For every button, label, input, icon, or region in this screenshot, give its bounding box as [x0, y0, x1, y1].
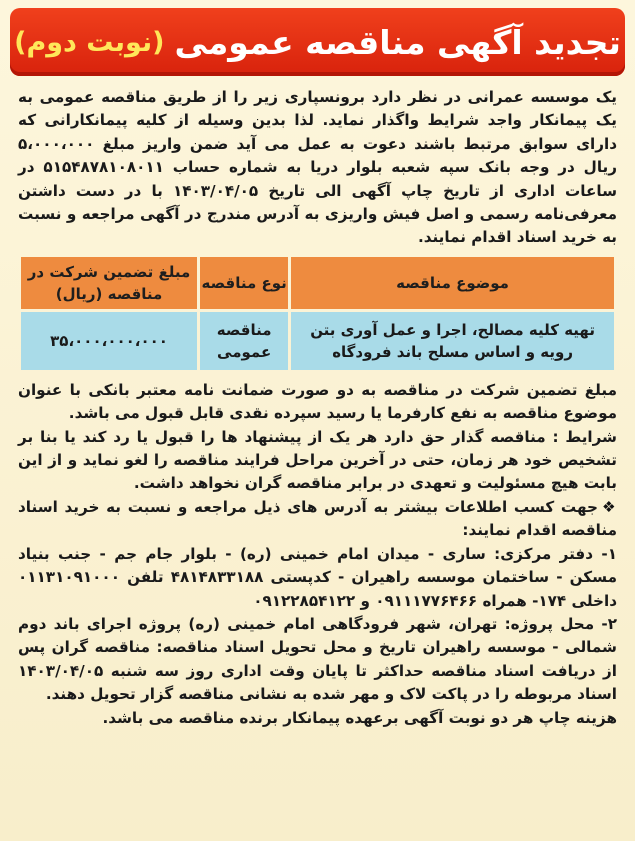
cell-subject: تهیه کلیه مصالح، اجرا و عمل آوری بتن رویه و اساس مسلح باند فرودگاه: [291, 312, 614, 370]
guarantee-paragraph: مبلغ تضمین شرکت در مناقصه به دو صورت ضمانت نامه معتبر بانکی با عنوان موضوع مناقصه به نفع کارفرما یا رسید سپرده نقدی قابل قبول می باشد.: [18, 380, 617, 423]
more-info-text: جهت کسب اطلاعات بیشتر به آدرس های ذیل مراجعه و نسبت به خرید اسناد مناقصه اقدام نمایند:: [18, 497, 617, 540]
conditions-paragraph: شرایط : مناقصه گذار حق دارد هر یک از پیشنهاد ها را قبول یا رد کند یا بنا بر تشخیص خود هر زمان، حتی در آخرین مراحل فرایند مناقصه را لغو نماید و از این بابت هیچ مسئولیت و تعهدی در برابر مناقصه گران نخواهد داشت.: [18, 427, 617, 493]
tender-table-header: [21, 257, 614, 309]
cost-note-paragraph: هزینه چاپ هر دو نوبت آگهی برعهده پیمانکار برنده مناقصه می باشد.: [102, 708, 617, 727]
notice-title: تجدید آگهی مناقصه عمومی: [174, 22, 621, 62]
notice-header: [10, 8, 625, 76]
header-subject: موضوع مناقصه: [291, 257, 614, 309]
project-location-paragraph: ۲- محل پروژه: تهران، شهر فرودگاهی امام خمینی (ره) پروژه اجرای باند دوم شمالی - موسسه راهیران تاریخ و محل تحویل اسناد مناقصه: مناقصه گران پس از دریافت اسناد مناقصه حداکثر تا پایان وقت اداری روز سه شنبه ۱۴۰۳/۰۴/۰۵ اسناد مربوطه را در پاکت لاک و مهر شده به نشانی مناقصه گزار تحویل دهند.: [18, 614, 617, 704]
more-info-paragraph: [18, 496, 617, 543]
intro-paragraph: یک موسسه عمرانی در نظر دارد برونسپاری زیر را از طریق مناقصه عمومی به یک پیمانکار واجد شرایط واگذار نماید. لذا بدین وسیله از کلیه پیمانکارانی که دارای سوابق مرتبط باشند دعوت به عمل می آید ضمن واریز مبلغ ۵،۰۰۰،۰۰۰ ریال در وجه بانک سپه شعبه بلوار دریا به شماره حساب ۵۱۵۴۸۷۸۱۰۸۰۱۱ در ساعات اداری از تاریخ چاپ آگهی الی تاریخ ۱۴۰۳/۰۴/۰۵ با در دست داشتن معرفی‌نامه رسمی و اصل فیش واریزی به آدرس مندرج در آگهی مراجعه و نسبت به خرید اسناد اقدام نمایند.: [18, 88, 618, 247]
cell-amount: ۳۵،۰۰۰،۰۰۰،۰۰۰: [21, 312, 197, 370]
tender-table: [18, 254, 617, 373]
office-address-paragraph: ۱- دفتر مرکزی: ساری - میدان امام خمینی (ره) - بلوار جام جم - جنب بنیاد مسکن - ساختمان موسسه راهیران - کدپستی ۴۸۱۴۸۳۳۱۸۸ تلفن ۰۱۱۳۱۰۹۱۰۰۰ داخلی ۱۷۴- همراه ۰۹۱۱۱۷۷۶۴۶۶ و ۰۹۱۲۲۸۵۴۱۲۲: [18, 544, 617, 610]
header-amount: مبلغ تضمین شرکت در مناقصه (ریال): [21, 257, 197, 309]
header-type: نوع مناقصه: [200, 257, 288, 309]
table-row: [21, 312, 614, 370]
diamond-bullet-icon: ❖: [601, 497, 617, 516]
cell-type: مناقصه عمومی: [200, 312, 288, 370]
notice-body: [10, 76, 625, 730]
notice-subtitle: (نوبت دوم): [14, 26, 165, 58]
